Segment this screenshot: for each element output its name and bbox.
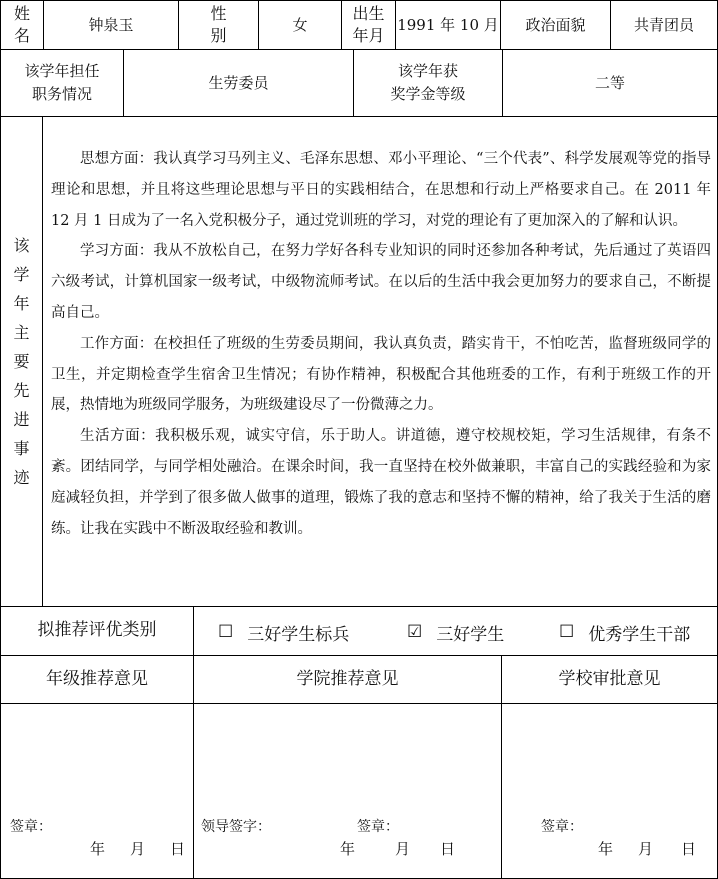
birth-label: 出生 年月 <box>352 4 385 45</box>
position-label: 该学年担任 职务情况 <box>24 62 100 103</box>
option-label: 三好学生 <box>436 624 505 645</box>
college-opinion-header: 学院推荐意见 <box>296 668 399 689</box>
political-label: 政治面貌 <box>525 16 586 34</box>
achievements-text <box>51 144 711 544</box>
college-sign-label: 签章： <box>357 819 399 835</box>
option-three-good-student[interactable] <box>407 617 504 647</box>
option-outstanding-cadre[interactable] <box>559 617 690 647</box>
category-label: 拟推荐评优类别 <box>37 620 157 641</box>
checkbox-unchecked-icon[interactable]: ☐ <box>218 622 234 642</box>
option-label: 优秀学生干部 <box>588 624 691 645</box>
birth-value: 1991 年 10 月 <box>397 16 499 34</box>
school-sign-label: 签章： <box>541 819 583 835</box>
checkbox-checked-icon[interactable]: ☑ <box>407 622 423 642</box>
political-value: 共青团员 <box>633 16 694 34</box>
achievement-paragraph-life: 生活方面：我积极乐观，诚实守信，乐于助人。讲道德，遵守校规校矩，学习生活规律，有条不紊。团结同学，与同学相处融洽。在课余时间，我一直坚持在校外做兼职，丰富自己的实践经验和为家庭减轻负担，并学到了很多做人做事的道理，锻炼了我的意志和坚持不懈的精神，给了我关于生活的磨练。让我在实践中不断汲取经验和教训。 <box>51 428 711 537</box>
achievements-label: 该 学 年 主 要 先 进 事 迹 <box>13 236 30 487</box>
college-leader-sign-label: 领导签字： <box>201 819 271 835</box>
school-opinion-header: 学校审批意见 <box>558 668 661 689</box>
achievement-paragraph-work: 工作方面：在校担任了班级的生劳委员期间，我认真负责，踏实肯干，不怕吃苦，监督班级同学的卫生，并定期检查学生宿舍卫生情况；有协作精神，积极配合其他班委的工作，有利于班级工作的开展，热情地为班级同学服务，为班级建设尽了一份微薄之力。 <box>51 335 711 414</box>
position-value: 生劳委员 <box>208 74 269 92</box>
scholarship-label: 该学年获 奖学金等级 <box>390 62 466 103</box>
name-value: 钟泉玉 <box>88 16 134 34</box>
option-outstanding-model[interactable] <box>218 617 349 647</box>
achievement-paragraph-study: 学习方面：我从不放松自己，在努力学好各科专业知识的同时还参加各种考试，先后通过了英语四六级考试，计算机国家一级考试，中级物流师考试。在以后的生活中我会更加努力的要求自己，不断提高自己。 <box>51 243 711 321</box>
achievement-paragraph-ideology: 思想方面：我认真学习马列主义、毛泽东思想、邓小平理论、“三个代表”、科学发展观等党的指导理论和思想，并且将这些理论思想与平日的实践相结合，在思想和行动上严格要求自己。在 2011 年 12 月 1 日成为了一名入党积极分子，通过党训班的学习，对党的理论有了更加深入的了解和认识。 <box>51 151 711 229</box>
grade-sign-date: 年 月 日 <box>90 840 186 858</box>
checkbox-unchecked-icon[interactable]: ☐ <box>559 622 575 642</box>
name-label: 姓 名 <box>13 4 30 45</box>
grade-opinion-header: 年级推荐意见 <box>46 668 148 689</box>
gender-label: 性 别 <box>210 4 227 45</box>
grade-sign-label: 签章： <box>10 819 52 835</box>
scholarship-value: 二等 <box>594 74 625 92</box>
gender-value: 女 <box>292 16 308 34</box>
school-sign-date: 年 月 日 <box>598 840 697 858</box>
option-label: 三好学生标兵 <box>247 624 350 645</box>
college-sign-date: 年 月 日 <box>340 840 456 858</box>
